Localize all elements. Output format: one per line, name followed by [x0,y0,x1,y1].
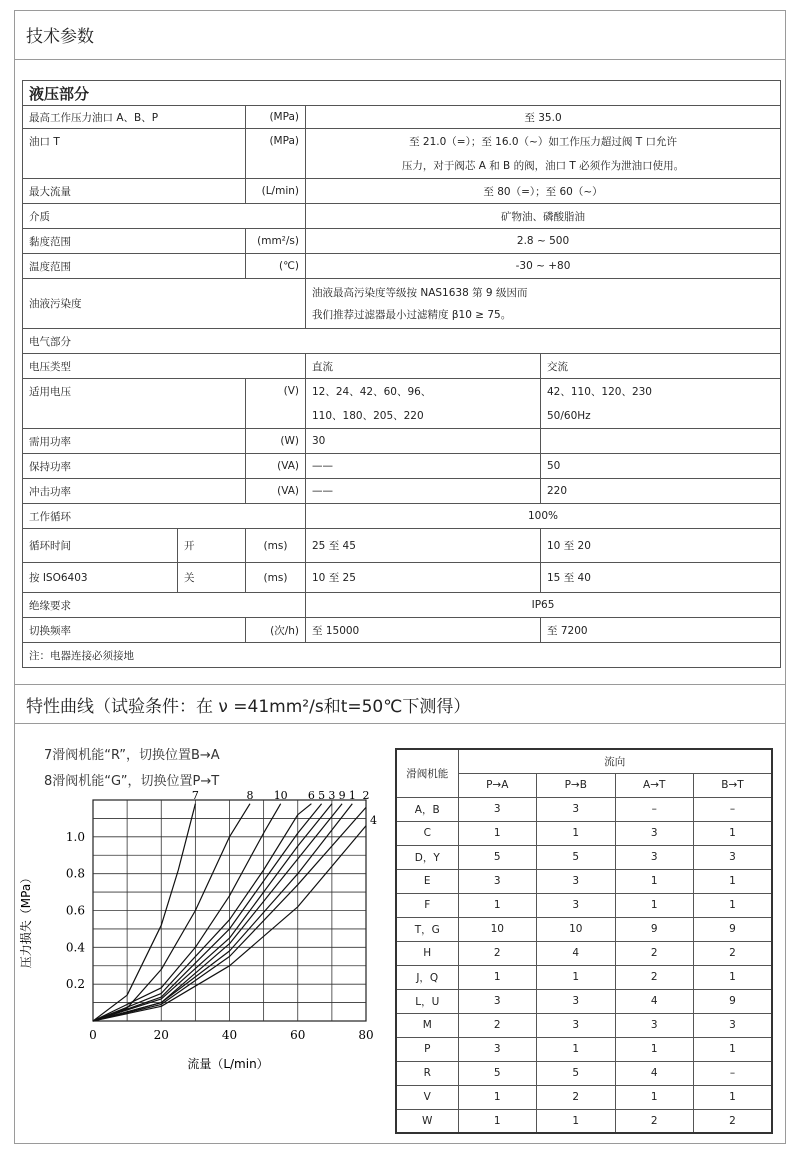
cycle-off-ac: 15 至 40 [541,563,781,593]
insulation-value: IP65 [306,593,781,618]
curve-number: – [694,797,773,821]
hold-power-dc: —— [306,454,541,479]
mechanism-name: F [396,893,458,917]
contamination-label: 油液污染度 [23,279,306,329]
curve-label: 4 [370,813,377,827]
x-tick-label: 60 [290,1028,306,1042]
x-tick-label: 80 [358,1028,374,1042]
curve-label: 5 [318,790,326,802]
curve-number: 3 [615,1013,694,1037]
curve-number: 3 [694,845,773,869]
max-pressure-value: 至 35.0 [306,106,781,129]
curve-number: 3 [458,989,537,1013]
power-req-label: 需用功率 [23,429,246,454]
curve-number: 1 [615,1037,694,1061]
curve-number: 9 [694,917,773,941]
mechanism-name: V [396,1085,458,1109]
curve-number: 3 [537,1013,616,1037]
curve-label: 2 [362,790,370,802]
curve-number: 3 [537,797,616,821]
legend-line-1: 7滑阀机能“R”，切换位置B→A [44,748,220,763]
cycle-label-2: 按 ISO6403 [23,563,178,593]
mechanism-name: A，B [396,797,458,821]
table-row [396,893,772,917]
curve-number: 2 [537,1085,616,1109]
curve-number: 3 [615,821,694,845]
curve-number: 1 [458,821,537,845]
curve-6 [93,804,311,1021]
duty-value: 100% [306,504,781,529]
inrush-power-ac: 220 [541,479,781,504]
table-row [396,845,772,869]
curve-number: 3 [537,869,616,893]
mechanism-name: H [396,941,458,965]
hydraulic-header: 液压部分 [23,81,781,106]
temperature-label: 温度范围 [23,254,246,279]
curve-number: 1 [694,965,773,989]
table-row [396,989,772,1013]
inrush-power-dc: —— [306,479,541,504]
flow-col-header: A→T [615,773,694,797]
switch-freq-dc: 至 15000 [306,618,541,643]
cycle-label-1: 循环时间 [23,529,178,563]
pressure-flow-chart [18,790,380,1080]
x-tick-label: 0 [89,1028,97,1042]
curve-1 [93,804,352,1021]
table-row [396,821,772,845]
curve-number: 5 [458,1061,537,1085]
voltage-dc-2: 110、180、205、220 [306,404,541,429]
cycle-on-label: 开 [178,529,246,563]
curve-number: 9 [694,989,773,1013]
curve-number: 1 [458,1085,537,1109]
switch-freq-ac: 至 7200 [541,618,781,643]
mechanism-name: R [396,1061,458,1085]
mechanism-name: W [396,1109,458,1133]
temperature-unit: (℃) [246,254,306,279]
port-t-value-1: 至 21.0（=）；至 16.0（~）如工作压力超过阀 T 口允许 [306,129,781,154]
curve-number: 2 [458,1013,537,1037]
curve-number: 4 [615,1061,694,1085]
table-row [396,1085,772,1109]
curve-number: 1 [694,869,773,893]
voltage-type-label: 电压类型 [23,354,306,379]
voltage-type-ac: 交流 [541,354,781,379]
curve-number: 1 [615,893,694,917]
medium-label: 介质 [23,204,306,229]
table-row [396,1109,772,1133]
switch-freq-unit: (次/h) [246,618,306,643]
medium-value: 矿物油、磷酸脂油 [306,204,781,229]
mechanism-name: M [396,1013,458,1037]
mechanism-name: L，U [396,989,458,1013]
curve-number: 5 [537,845,616,869]
voltage-type-dc: 直流 [306,354,541,379]
contamination-line-2: 我们推荐过滤器最小过滤精度 β10 ≥ 75。 [312,308,512,321]
hold-power-unit: (VA) [246,454,306,479]
max-flow-value: 至 80（=）；至 60（~） [306,179,781,204]
chart-ticks [66,830,374,1042]
viscosity-label: 黏度范围 [23,229,246,254]
flow-col-header: P→A [458,773,537,797]
curve-number: 10 [537,917,616,941]
curve-number: 1 [537,1109,616,1133]
curve-number: 5 [537,1061,616,1085]
curve-number: 2 [615,1109,694,1133]
curve-number: 1 [694,821,773,845]
table-row [396,965,772,989]
section-title-tech-params: 技术参数 [14,10,786,60]
curve-number: 1 [537,965,616,989]
curve-number: 2 [458,941,537,965]
curve-number: 3 [537,893,616,917]
y-tick-label: 1.0 [65,829,85,844]
hold-power-ac: 50 [541,454,781,479]
port-t-label: 油口 T [23,129,246,154]
electrical-header: 电气部分 [23,329,781,354]
curve-number: 2 [615,941,694,965]
curve-8 [93,804,250,1021]
curve-number: 3 [615,845,694,869]
chart-grid [93,800,366,1021]
curve-number: 1 [694,1085,773,1109]
x-tick-label: 20 [153,1028,169,1042]
curve-number: 1 [537,1037,616,1061]
cycle-on-ac: 10 至 20 [541,529,781,563]
switch-freq-label: 切换频率 [23,618,246,643]
mechanism-name: P [396,1037,458,1061]
power-req-ac [541,429,781,454]
viscosity-unit: (mm²/s) [246,229,306,254]
legend-line-2: 8滑阀机能“G”，切换位置P→T [44,774,220,789]
temperature-value: -30 ~ +80 [306,254,781,279]
cycle-off-dc: 10 至 25 [306,563,541,593]
inrush-power-label: 冲击功率 [23,479,246,504]
y-tick-label: 0.6 [65,903,85,918]
voltage-unit: (V) [246,379,306,404]
curve-label: 1 [348,790,356,802]
y-axis-label: 压力损失（MPa） [19,871,33,969]
table-row [396,917,772,941]
y-tick-label: 0.2 [65,977,85,992]
viscosity-value: 2.8 ~ 500 [306,229,781,254]
mechanism-name: C [396,821,458,845]
curve-label: 9 [338,790,346,802]
curve-number: 10 [458,917,537,941]
flow-col-header: P→B [537,773,616,797]
mechanism-name: J，Q [396,965,458,989]
curve-number: 5 [458,845,537,869]
cycle-on-dc: 25 至 45 [306,529,541,563]
curve-number: 1 [694,1037,773,1061]
mechanism-table [395,748,773,1134]
max-pressure-unit: (MPa) [246,106,306,129]
curve-number: 2 [615,965,694,989]
curve-number: 3 [537,989,616,1013]
max-pressure-label: 最高工作压力油口 A、B、P [23,106,246,129]
y-tick-label: 0.8 [65,866,85,881]
cycle-off-label: 关 [178,563,246,593]
port-t-value-2: 压力，对于阀芯 A 和 B 的阀，油口 T 必须作为泄油口使用。 [306,154,781,179]
voltage-dc-1: 12、24、42、60、96、 [306,379,541,404]
curve-number: 1 [458,1109,537,1133]
x-tick-label: 40 [221,1028,238,1042]
curve-number: 3 [458,797,537,821]
max-flow-unit: (L/min) [246,179,306,204]
curve-number: 9 [615,917,694,941]
port-t-unit: (MPa) [246,129,306,154]
mechanism-col-header: 滑阀机能 [396,749,458,797]
curve-number: – [615,797,694,821]
table-row [396,1061,772,1085]
mechanism-name: E [396,869,458,893]
curve-number: 3 [694,1013,773,1037]
cycle-on-unit: (ms) [246,529,306,563]
voltage-label: 适用电压 [23,379,246,404]
curve-label: 6 [307,790,315,802]
table-row [396,797,772,821]
curve-number: 2 [694,1109,773,1133]
max-flow-label: 最大流量 [23,179,246,204]
curve-number: 1 [615,869,694,893]
cycle-off-unit: (ms) [246,563,306,593]
curve-number: 4 [615,989,694,1013]
mechanism-name: D，Y [396,845,458,869]
curve-label: 8 [246,790,254,802]
flow-direction-header: 流向 [458,749,772,773]
curve-number: 1 [458,965,537,989]
curve-label: 10 [273,790,288,802]
curve-label: 7 [191,790,199,802]
curve-number: 1 [694,893,773,917]
curve-number: 3 [458,1037,537,1061]
inrush-power-unit: (VA) [246,479,306,504]
flow-col-header: B→T [694,773,773,797]
power-req-dc: 30 [306,429,541,454]
contamination-value [306,279,781,329]
curve-number: – [694,1061,773,1085]
spec-table [22,80,781,668]
x-axis-label: 流量（L/min） [187,1057,269,1071]
note: 注：电器连接必须接地 [23,643,781,668]
contamination-line-1: 油液最高污染度等级按 NAS1638 第 9 级因而 [312,286,528,299]
table-row [396,1037,772,1061]
hold-power-label: 保持功率 [23,454,246,479]
voltage-ac-2: 50/60Hz [541,404,781,429]
table-row [396,869,772,893]
power-req-unit: (W) [246,429,306,454]
curve-number: 4 [537,941,616,965]
section-title-curves: 特性曲线（试验条件：在 ν =41mm²/s和t=50℃下测得） [14,684,786,724]
table-row [396,1013,772,1037]
curve-label: 3 [328,790,336,802]
insulation-label: 绝缘要求 [23,593,306,618]
y-tick-label: 0.4 [65,940,85,955]
curve-number: 2 [694,941,773,965]
curve-number: 3 [458,869,537,893]
curve-number: 1 [458,893,537,917]
voltage-ac-1: 42、110、120、230 [541,379,781,404]
curve-number: 1 [615,1085,694,1109]
mechanism-name: T，G [396,917,458,941]
duty-label: 工作循环 [23,504,306,529]
curve-number: 1 [537,821,616,845]
table-row [396,941,772,965]
